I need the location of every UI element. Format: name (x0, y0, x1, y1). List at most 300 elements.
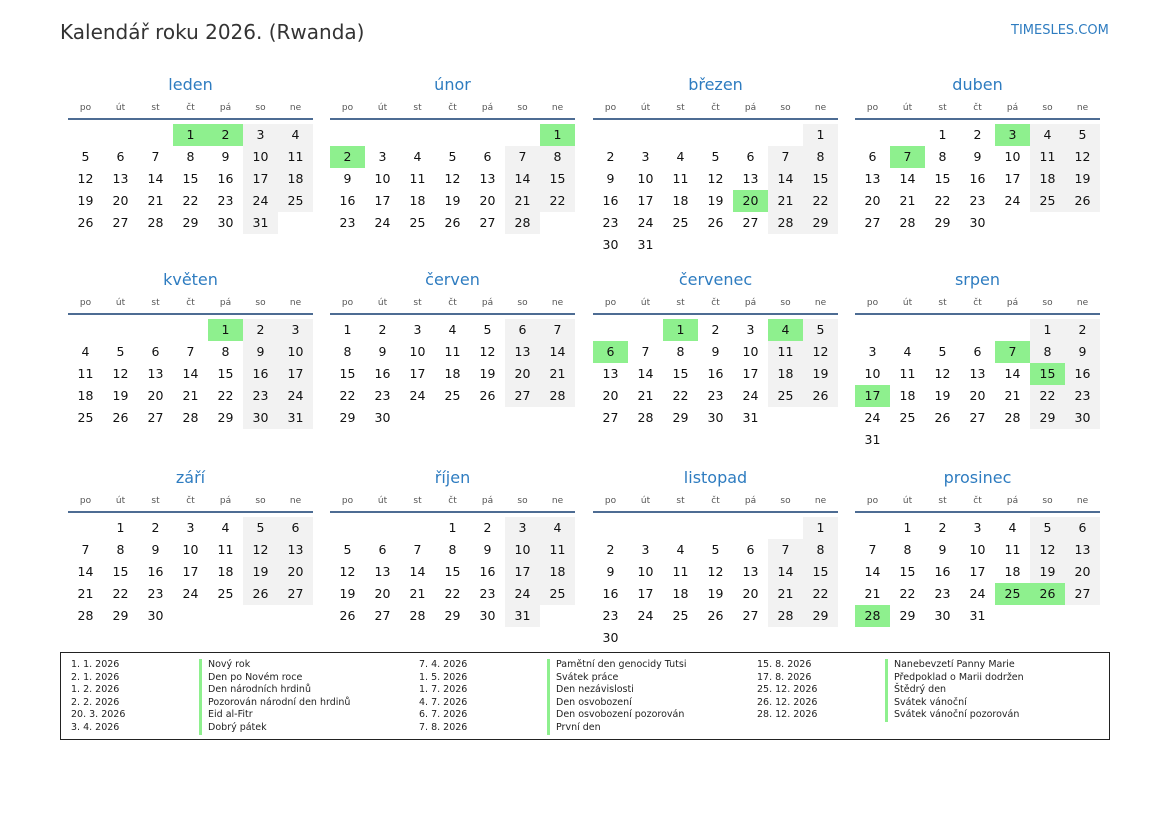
day-cell: 27 (479, 215, 496, 230)
day-cell: 20 (505, 363, 540, 385)
day-cell: 29 (339, 410, 356, 425)
day-cell: 8 (903, 542, 912, 557)
weekday-label: po (79, 298, 92, 308)
legend-date: 26. 12. 2026 (757, 696, 818, 708)
day-cell: 8 (938, 149, 947, 164)
empty-cell (173, 319, 208, 341)
legend-column (71, 659, 350, 735)
day-cell: 4 (540, 517, 575, 539)
day-cell: 24 (969, 586, 986, 601)
day-cell: 31 (243, 212, 278, 234)
legend-date: 3. 4. 2026 (71, 721, 120, 733)
day-cell: 4 (1008, 520, 1017, 535)
weekday-label: po (866, 496, 879, 506)
day-cell: 20 (147, 388, 164, 403)
day-cell: 9 (483, 542, 492, 557)
weekday-label: út (902, 103, 913, 113)
day-cell: 22 (672, 388, 689, 403)
day-cell: 8 (448, 542, 457, 557)
month-únor (330, 74, 575, 234)
weekday-header (855, 295, 1100, 315)
weekday-header (68, 100, 313, 120)
weekday-label: po (79, 496, 92, 506)
empty-cell (628, 517, 663, 539)
day-cell: 15 (899, 564, 916, 579)
day-cell: 27 (505, 385, 540, 407)
day-cell: 11 (1004, 542, 1021, 557)
day-cell: 24 (278, 385, 313, 407)
empty-cell (960, 319, 995, 341)
month-name: říjen (434, 468, 471, 487)
day-cell: 23 (969, 193, 986, 208)
day-cell: 8 (540, 146, 575, 168)
day-cell: 26 (1065, 190, 1100, 212)
day-cell: 14 (899, 171, 916, 186)
day-cell: 17 (505, 561, 540, 583)
day-cell: 6 (378, 542, 387, 557)
day-cell: 29 (803, 605, 838, 627)
legend-row (71, 659, 350, 672)
weekday-label: st (413, 103, 422, 113)
weekday-label: so (255, 103, 266, 113)
day-grid (855, 513, 1100, 627)
empty-cell (593, 319, 628, 341)
month-duben (855, 74, 1100, 234)
day-cell: 18 (672, 586, 689, 601)
day-cell: 14 (409, 564, 426, 579)
day-cell: 18 (768, 363, 803, 385)
legend-column (757, 659, 1024, 722)
day-cell: 21 (1004, 388, 1021, 403)
day-cell: 17 (1004, 171, 1021, 186)
month-prosinec (855, 467, 1100, 627)
day-cell: 6 (505, 319, 540, 341)
day-cell: 16 (602, 586, 619, 601)
day-cell: 25 (444, 388, 461, 403)
day-cell: 14 (768, 168, 803, 190)
day-cell: 27 (278, 583, 313, 605)
day-cell: 25 (409, 215, 426, 230)
day-cell: 5 (116, 344, 125, 359)
empty-cell (330, 517, 365, 539)
weekday-label: po (866, 103, 879, 113)
day-cell: 12 (707, 564, 724, 579)
weekday-label: so (517, 496, 528, 506)
empty-cell (400, 517, 435, 539)
day-cell: 23 (147, 586, 164, 601)
day-cell: 19 (243, 561, 278, 583)
day-cell: 19 (1030, 561, 1065, 583)
day-cell: 16 (374, 366, 391, 381)
legend-holiday-name: Den nezávislosti (547, 684, 634, 697)
weekday-label: pá (481, 103, 494, 113)
day-cell: 10 (374, 171, 391, 186)
empty-cell (855, 517, 890, 539)
day-cell: 28 (768, 605, 803, 627)
weekday-label: ne (1076, 298, 1089, 308)
weekday-header (593, 295, 838, 315)
day-cell: 26 (77, 215, 94, 230)
legend-holiday-name: Den po Novém roce (199, 672, 302, 685)
day-cell: 23 (217, 193, 234, 208)
weekday-header (68, 493, 313, 513)
weekday-label: so (255, 496, 266, 506)
day-cell: 24 (243, 190, 278, 212)
day-cell: 4 (1030, 124, 1065, 146)
day-cell: 13 (112, 171, 129, 186)
day-cell: 3 (413, 322, 422, 337)
weekday-label: so (780, 496, 791, 506)
day-cell: 11 (409, 171, 426, 186)
day-cell: 3 (746, 322, 755, 337)
day-cell: 24 (374, 215, 391, 230)
day-cell: 25 (77, 410, 94, 425)
day-cell: 22 (182, 193, 199, 208)
day-cell: 19 (803, 363, 838, 385)
day-grid (68, 513, 313, 627)
day-cell: 17 (637, 193, 654, 208)
day-cell: 22 (217, 388, 234, 403)
day-cell: 15 (803, 561, 838, 583)
weekday-header (330, 100, 575, 120)
day-cell: 5 (1030, 517, 1065, 539)
day-cell: 13 (602, 366, 619, 381)
day-cell: 16 (243, 363, 278, 385)
day-cell: 7 (768, 146, 803, 168)
weekday-label: út (377, 496, 388, 506)
month-srpen (855, 269, 1100, 451)
weekday-label: pá (1006, 103, 1019, 113)
day-cell: 19 (479, 366, 496, 381)
day-cell: 11 (77, 366, 94, 381)
weekday-label: so (517, 298, 528, 308)
day-cell: 4 (413, 149, 422, 164)
day-cell: 5 (483, 322, 492, 337)
day-cell: 26 (339, 608, 356, 623)
day-cell: 18 (217, 564, 234, 579)
day-cell: 6 (1065, 517, 1100, 539)
day-grid (330, 315, 575, 429)
weekday-label: čt (448, 103, 457, 113)
day-cell: 15 (182, 171, 199, 186)
day-cell: 18 (77, 388, 94, 403)
weekday-label: ne (551, 496, 564, 506)
weekday-label: út (902, 298, 913, 308)
day-cell: 10 (505, 539, 540, 561)
day-cell: 29 (1030, 407, 1065, 429)
weekday-label: út (640, 298, 651, 308)
legend-holiday-name: Nanebevzetí Panny Marie (885, 659, 1015, 672)
day-cell: 19 (707, 586, 724, 601)
day-cell: 14 (77, 564, 94, 579)
weekday-label: čt (186, 103, 195, 113)
day-cell: 20 (1065, 561, 1100, 583)
weekday-label: út (640, 103, 651, 113)
day-cell: 7 (540, 319, 575, 341)
day-cell: 5 (711, 149, 720, 164)
day-cell: 12 (934, 366, 951, 381)
day-cell: 15 (672, 366, 689, 381)
day-cell: 11 (278, 146, 313, 168)
legend-holiday-name: Nový rok (199, 659, 250, 672)
weekday-label: po (79, 103, 92, 113)
weekday-label: st (938, 103, 947, 113)
month-name: leden (168, 75, 213, 94)
day-cell: 10 (182, 542, 199, 557)
empty-cell (593, 517, 628, 539)
day-cell: 7 (768, 539, 803, 561)
day-cell: 2 (378, 322, 387, 337)
legend-date: 1. 7. 2026 (419, 684, 468, 696)
site-link[interactable]: TIMESLES.COM (1011, 23, 1109, 38)
empty-cell (890, 319, 925, 341)
day-cell: 15 (112, 564, 129, 579)
day-cell: 15 (934, 171, 951, 186)
day-cell: 12 (1030, 539, 1065, 561)
day-grid (855, 315, 1100, 451)
month-name: prosinec (943, 468, 1012, 487)
legend-row (419, 672, 686, 685)
weekday-label: st (938, 496, 947, 506)
day-cell: 21 (409, 586, 426, 601)
day-cell: 22 (444, 586, 461, 601)
weekday-label: st (151, 496, 160, 506)
day-cell: 10 (1004, 149, 1021, 164)
month-říjen (330, 467, 575, 627)
day-cell: 26 (243, 583, 278, 605)
day-cell: 8 (343, 344, 352, 359)
weekday-label: čt (448, 298, 457, 308)
weekday-label: so (1042, 496, 1053, 506)
weekday-label: čt (711, 496, 720, 506)
month-name: březen (688, 75, 743, 94)
day-cell: 31 (278, 407, 313, 429)
day-cell: 19 (444, 193, 461, 208)
day-cell: 4 (903, 344, 912, 359)
day-cell: 30 (479, 608, 496, 623)
day-cell: 10 (637, 171, 654, 186)
day-cell: 15 (540, 168, 575, 190)
legend-holiday-name: Svátek vánoční pozorován (885, 709, 1019, 722)
holiday-day-cell: 1 (540, 124, 575, 146)
day-cell: 6 (151, 344, 160, 359)
day-cell: 14 (864, 564, 881, 579)
day-cell: 9 (711, 344, 720, 359)
day-cell: 23 (602, 608, 619, 623)
weekday-label: ne (551, 298, 564, 308)
day-cell: 22 (934, 193, 951, 208)
day-grid (68, 315, 313, 429)
holiday-day-cell: 6 (593, 341, 628, 363)
weekday-header (330, 493, 575, 513)
legend-date: 1. 2. 2026 (71, 684, 120, 696)
day-cell: 29 (217, 410, 234, 425)
day-cell: 17 (278, 363, 313, 385)
weekday-label: po (341, 496, 354, 506)
day-cell: 3 (278, 319, 313, 341)
day-cell: 17 (742, 366, 759, 381)
day-cell: 4 (676, 542, 685, 557)
day-cell: 24 (864, 410, 881, 425)
day-cell: 9 (151, 542, 160, 557)
day-cell: 21 (637, 388, 654, 403)
day-cell: 16 (934, 564, 951, 579)
day-cell: 13 (1065, 539, 1100, 561)
day-cell: 14 (505, 168, 540, 190)
day-cell: 20 (602, 388, 619, 403)
page-title: Kalendář roku 2026. (Rwanda) (60, 20, 365, 44)
weekday-label: út (902, 496, 913, 506)
day-cell: 21 (768, 190, 803, 212)
day-cell: 12 (1065, 146, 1100, 168)
day-cell: 16 (1065, 363, 1100, 385)
day-cell: 24 (637, 215, 654, 230)
day-cell: 13 (479, 171, 496, 186)
day-cell: 3 (641, 542, 650, 557)
day-cell: 19 (1065, 168, 1100, 190)
empty-cell (330, 124, 365, 146)
holiday-day-cell: 17 (855, 385, 890, 407)
day-cell: 6 (973, 344, 982, 359)
day-cell: 25 (768, 385, 803, 407)
day-cell: 28 (409, 608, 426, 623)
day-cell: 5 (803, 319, 838, 341)
legend-holiday-name: Štědrý den (885, 684, 946, 697)
day-cell: 5 (938, 344, 947, 359)
day-cell: 30 (602, 630, 619, 645)
empty-cell (505, 124, 540, 146)
day-cell: 20 (278, 561, 313, 583)
day-cell: 23 (243, 385, 278, 407)
day-cell: 2 (151, 520, 160, 535)
weekday-label: po (604, 496, 617, 506)
weekday-label: ne (814, 496, 827, 506)
empty-cell (663, 517, 698, 539)
day-cell: 28 (637, 410, 654, 425)
day-cell: 5 (243, 517, 278, 539)
weekday-label: út (115, 298, 126, 308)
legend-date: 1. 1. 2026 (71, 659, 120, 670)
day-cell: 11 (1030, 146, 1065, 168)
day-cell: 20 (864, 193, 881, 208)
day-cell: 18 (899, 388, 916, 403)
legend-row (757, 684, 1024, 697)
day-cell: 1 (803, 124, 838, 146)
weekday-label: so (1042, 103, 1053, 113)
legend-date: 15. 8. 2026 (757, 659, 812, 670)
day-cell: 30 (934, 608, 951, 623)
day-cell: 25 (1030, 190, 1065, 212)
holiday-day-cell: 3 (995, 124, 1030, 146)
month-name: květen (163, 270, 218, 289)
holiday-day-cell: 4 (768, 319, 803, 341)
day-cell: 2 (711, 322, 720, 337)
day-cell: 2 (973, 127, 982, 142)
weekday-header (593, 493, 838, 513)
day-cell: 7 (868, 542, 877, 557)
legend-holiday-name: První den (547, 722, 601, 735)
legend-date: 20. 3. 2026 (71, 709, 126, 721)
day-cell: 15 (217, 366, 234, 381)
month-name: červenec (678, 270, 753, 289)
day-cell: 16 (479, 564, 496, 579)
day-cell: 14 (147, 171, 164, 186)
weekday-label: pá (219, 298, 232, 308)
weekday-header (855, 493, 1100, 513)
day-cell: 29 (182, 215, 199, 230)
day-cell: 29 (444, 608, 461, 623)
weekday-label: ne (1076, 103, 1089, 113)
legend-holiday-name: Dobrý pátek (199, 722, 267, 735)
legend-row (419, 659, 686, 672)
empty-cell (400, 124, 435, 146)
day-cell: 11 (672, 171, 689, 186)
day-cell: 29 (934, 215, 951, 230)
day-cell: 26 (803, 385, 838, 407)
day-cell: 18 (672, 193, 689, 208)
month-září (68, 467, 313, 627)
weekday-header (330, 295, 575, 315)
day-cell: 10 (864, 366, 881, 381)
day-cell: 25 (540, 583, 575, 605)
day-cell: 27 (864, 215, 881, 230)
day-cell: 22 (112, 586, 129, 601)
weekday-label: ne (289, 298, 302, 308)
day-cell: 12 (803, 341, 838, 363)
month-červenec (593, 269, 838, 429)
day-cell: 21 (540, 363, 575, 385)
holiday-day-cell: 7 (890, 146, 925, 168)
day-cell: 22 (899, 586, 916, 601)
day-cell: 23 (1065, 385, 1100, 407)
weekday-label: pá (744, 496, 757, 506)
day-cell: 6 (868, 149, 877, 164)
empty-cell (890, 124, 925, 146)
day-cell: 21 (768, 583, 803, 605)
legend-date: 7. 8. 2026 (419, 721, 468, 733)
day-cell: 27 (602, 410, 619, 425)
day-cell: 18 (1004, 564, 1021, 579)
empty-cell (628, 319, 663, 341)
day-cell: 5 (711, 542, 720, 557)
day-cell: 2 (606, 149, 615, 164)
day-cell: 21 (182, 388, 199, 403)
day-cell: 13 (742, 171, 759, 186)
day-cell: 5 (1065, 124, 1100, 146)
day-cell: 17 (969, 564, 986, 579)
day-cell: 31 (969, 608, 986, 623)
empty-cell (855, 319, 890, 341)
day-cell: 26 (707, 215, 724, 230)
day-cell: 23 (479, 586, 496, 601)
holiday-legend (60, 652, 1110, 740)
day-cell: 24 (505, 583, 540, 605)
day-cell: 16 (147, 564, 164, 579)
day-cell: 18 (1030, 168, 1065, 190)
day-cell: 9 (1065, 341, 1100, 363)
day-cell: 12 (339, 564, 356, 579)
weekday-header (855, 100, 1100, 120)
day-cell: 2 (606, 542, 615, 557)
weekday-label: čt (973, 103, 982, 113)
empty-cell (733, 124, 768, 146)
holiday-day-cell: 28 (855, 605, 890, 627)
legend-row (757, 659, 1024, 672)
empty-cell (698, 124, 733, 146)
legend-row (71, 709, 350, 722)
weekday-label: út (115, 103, 126, 113)
day-cell: 28 (505, 212, 540, 234)
